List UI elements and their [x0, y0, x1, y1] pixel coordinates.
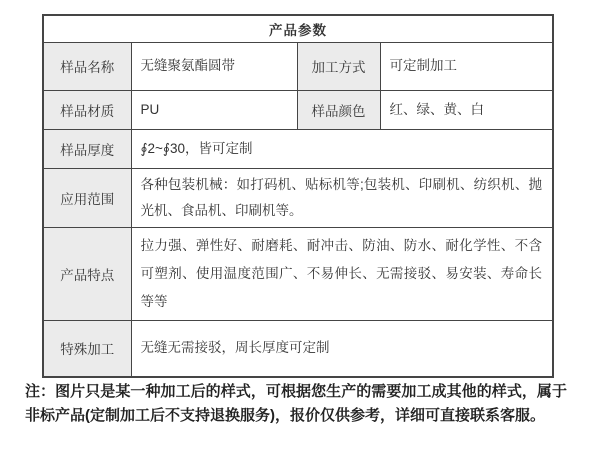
- value-sample-name: 无缝聚氨酯圆带: [131, 42, 297, 90]
- value-special-processing: 无缝无需接驳，周长厚度可定制: [131, 320, 553, 377]
- label-sample-color: 样品颜色: [297, 90, 380, 129]
- table-title: 产品参数: [43, 15, 553, 42]
- table-row: [43, 227, 553, 320]
- note-text: 注：图片只是某一种加工后的样式，可根据您生产的需要加工成其他的样式，属于非标产品(定制加工后不支持退换服务)，报价仅供参考，详细可直接联系客服。: [25, 383, 567, 424]
- value-sample-color: 红、绿、黄、白: [380, 90, 553, 129]
- value-sample-thickness: ∮2~∮30，皆可定制: [131, 129, 553, 168]
- value-application-range: 各种包装机械：如打码机、贴标机等;包装机、印刷机、纺织机、抛光机、食品机、印刷机等。: [131, 168, 553, 227]
- spec-table: [42, 14, 554, 378]
- value-processing-method: 可定制加工: [380, 42, 553, 90]
- label-processing-method: 加工方式: [297, 42, 380, 90]
- table-row: [43, 168, 553, 227]
- label-special-processing: 特殊加工: [43, 320, 131, 377]
- table-row: [43, 320, 553, 377]
- value-sample-material: PU: [131, 90, 297, 129]
- table-row: [43, 42, 553, 90]
- table-row: [43, 90, 553, 129]
- label-sample-material: 样品材质: [43, 90, 131, 129]
- table-header-row: [43, 15, 553, 42]
- label-application-range: 应用范围: [43, 168, 131, 227]
- label-sample-thickness: 样品厚度: [43, 129, 131, 168]
- label-sample-name: 样品名称: [43, 42, 131, 90]
- table-row: [43, 129, 553, 168]
- label-product-features: 产品特点: [43, 227, 131, 320]
- value-product-features: 拉力强、弹性好、耐磨耗、耐冲击、防油、防水、耐化学性、不含可塑剂、使用温度范围广、不易伸长、无需接驳、易安装、寿命长等等: [131, 227, 553, 320]
